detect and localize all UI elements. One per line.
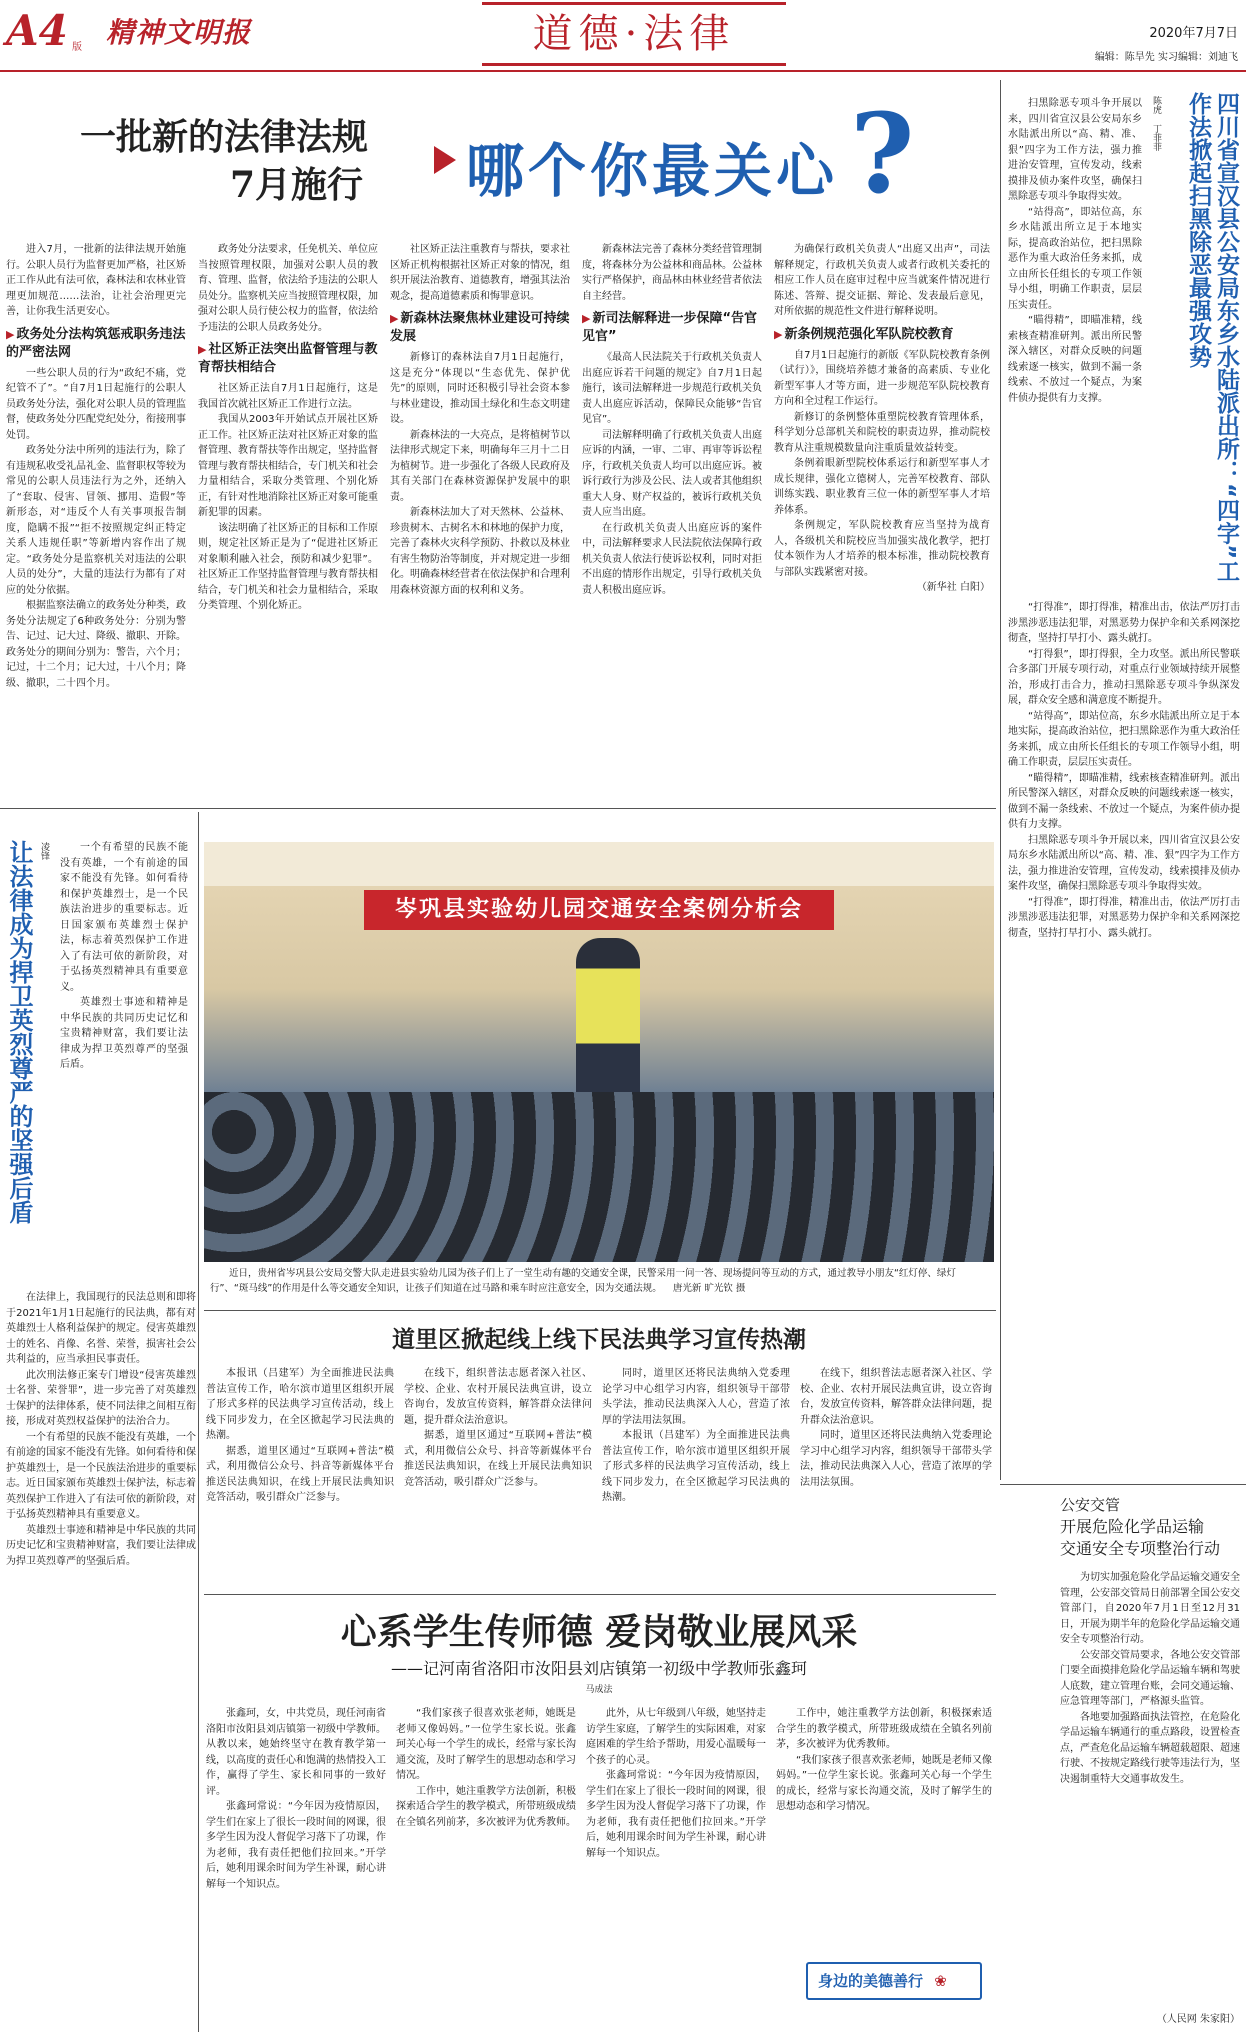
paragraph: 新修订的条例整体重塑院校教育管理体系，科学划分总部机关和院校的职责边界，推动院校教育从注重规模数量向注重质量效益转变。 [774, 411, 990, 454]
play-icon: ▶ [774, 327, 783, 341]
sidebar-rule [1000, 80, 1001, 1480]
paragraph: “打得准”，即打得准，精准出击，依法严厉打击涉黑涉恶违法犯罪，对黑恶势力保护伞和关系网深挖彻查，坚持打早打小、露头就打。 [1008, 602, 1240, 644]
section-title: ▶ 新条例规范强化军队院校教育 [774, 326, 954, 342]
section-title-box [482, 2, 786, 66]
flower-icon: ❀ [934, 1972, 947, 1990]
teacher-col-4 [776, 1706, 992, 1954]
paragraph: 条例规定，军队院校教育应当坚持为战育人，各级机关和院校应当加强实战化教学，把打仗本领作为人才培养的根本标准，推动院校教育与部队实践紧密对接。 [774, 520, 990, 578]
headline-line-1: 一批新的法律法规 [80, 116, 369, 158]
lead-col-1 [6, 242, 186, 802]
side-article-title: 四川省宣汉县公安局东乡水陆派出所：“四字”工作法掀起扫黑除恶最强攻势 [1185, 92, 1239, 583]
paragraph: 此次刑法修正案专门增设“侵害英雄烈士名誉、荣誉罪”，进一步完善了对英雄烈士保护的法律体系，使不同法律之间相互衔接，形成对英烈权益保护的法治合力。 [6, 1369, 196, 1427]
paragraph: 在线下，组织普法志愿者深入社区、学校、企业、农村开展民法典宣讲，设立咨询台，发放宣传资料，解答群众法律问题，提升群众法治意识。 [404, 1368, 592, 1426]
paragraph: 本报讯（吕建军）为全面推进民法典普法宣传工作，哈尔滨市道里区组织开展了形式多样的民法典学习宣传活动，线上线下同步发力，在全区掀起学习民法典的热潮。 [206, 1368, 394, 1441]
paragraph: 扫黑除恶专项斗争开展以来，四川省宣汉县公安局东乡水陆派出所以“高、精、准、狠”四字为工作方法，强力推进治安管理，宣传发动，线索摸排及侦办案件攻坚，确保扫黑除恶专项斗争取得实效。 [1008, 834, 1240, 892]
lead-col-5 [774, 242, 990, 802]
side-col-a [1008, 96, 1142, 596]
play-icon: ▶ [390, 312, 399, 325]
virtue-badge [806, 1962, 982, 2000]
section-title: ▶ 政务处分法构筑惩戒职务违法的严密法网 [6, 326, 186, 360]
headline-main: 哪个你最关心 [466, 137, 839, 205]
page-suffix: 版 [72, 42, 82, 53]
paragraph: “我们家孩子很喜欢张老师，她既是老师又像妈妈。”一位学生家长说。张鑫珂关心每一个学生的成长，经常与家长沟通交流，及时了解学生的思想动态和学习情况。 [776, 1754, 992, 1812]
play-icon: ▶ [198, 343, 207, 356]
paragraph: 社区矫正法注重教育与帮扶，要求社区矫正机构根据社区矫正对象的情况，组织开展法治教育、道德教育，增强其法治观念，提高道德素质和悔罪意识。 [390, 244, 570, 302]
paragraph: 张鑫珂常说：“今年因为疫情原因，学生们在家上了很长一段时间的网课，很多学生因为没人督促学习落下了功课，作为老师，我有责任把他们拉回来。”开学后，她利用课余时间为学生补课，耐心讲解每一个知识点。 [206, 1801, 386, 1890]
section-title: ▶ 新司法解释进一步保障“告官见官” [582, 311, 758, 344]
paragraph: 在线下，组织普法志愿者深入社区、学校、企业、农村开展民法典宣讲，设立咨询台，发放宣传资料，解答群众法律问题，提升群众法治意识。 [800, 1368, 992, 1426]
play-icon: ▶ [6, 327, 15, 341]
daoli-col-1 [206, 1366, 394, 1586]
teacher-title: 心系学生传师德 爱岗敬业展风采 [340, 1611, 858, 1653]
paragraph: 条例着眼新型院校体系运行和新型军事人才成长规律，强化立德树人，完善军校教育、部队训练实践、职业教育三位一体的新型军事人才培养体系。 [774, 458, 990, 516]
paragraph: 新森林法的一大亮点，是将植树节以法律形式规定下来，明确每年三月十二日为植树节。进一步强化了各级人民政府及其有关部门在森林资源保护发展中的职责。 [390, 429, 570, 503]
safety-credit: （人民网 朱家阳） [1156, 2014, 1240, 2025]
paragraph: 张鑫珂常说：“今年因为疫情原因，学生们在家上了很长一段时间的网课，很多学生因为没人督促学习落下了功课，作为老师，我有责任把他们拉回来。”开学后，她利用课余时间为学生补课，耐心讲解每一个知识点。 [586, 1770, 766, 1859]
paragraph: “站得高”，即站位高，东乡水陆派出所立足于本地实际，提高政治站位，把扫黑除恶作为重大政治任务来抓，成立由所长任组长的专项工作领导小组，明确工作职责，层层压实责任。 [1008, 710, 1240, 768]
heroes-col-a [60, 840, 188, 1280]
paragraph: 工作中，她注重教学方法创新，积极探索适合学生的教学模式，所带班级成绩在全镇名列前茅，多次被评为优秀教师。 [396, 1785, 576, 1828]
lead-headline [0, 80, 1000, 240]
paragraph: 一个有希望的民族不能没有英雄，一个有前途的国家不能没有先锋。如何看待和保护英雄烈士，是一个民族法治进步的重要标志。近日国家颁布英雄烈士保护法，标志着英烈保护工作进入了有法可依的新阶段，对于弘扬英烈精神具有重要意义。 [6, 1431, 196, 1520]
paragraph: 司法解释明确了行政机关负责人出庭应诉的内涵，一审、二审、再审等诉讼程序，行政机关负责人均可以出庭应诉。被诉行政行为涉及公民、法人或者其他组织重大人身、财产权益的，被诉行政机关负责人应当出庭。 [582, 429, 762, 518]
paragraph: 为确保行政机关负责人“出庭又出声”，司法解释规定，行政机关负责人或者行政机关委托的相应工作人员在庭审过程中应当就案件情况进行陈述、答辩、提交证据、辩论、发表最后意见，对所依据的规范性文件进行解释说明。 [774, 244, 990, 317]
photo-banner: 岑巩县实验幼儿园交通安全案例分析会 [364, 890, 834, 930]
divider [204, 1594, 996, 1595]
paragraph: 同时，道里区还将民法典纳入党委理论学习中心组学习内容，组织领导干部带头学法，推动民法典深入人心，营造了浓厚的学法用法氛围。 [602, 1368, 790, 1426]
teacher-col-3 [586, 1706, 766, 2028]
paragraph: 根据监察法确立的政务处分种类，政务处分法规定了6种政务处分：分别为警告、记过、记大过、降级、撤职、开除。政务处分的期间分别为：警告，六个月；记过，十二个月；记大过，十八个月；降级、撤职，二十四个月。 [6, 600, 186, 689]
teacher-byline: 马成法 [585, 1685, 613, 1695]
teacher-col-1 [206, 1706, 386, 2028]
news-photo [204, 842, 994, 1262]
paragraph: 新森林法加大了对天然林、公益林、珍贵树木、古树名木和林地的保护力度，完善了森林火灾科学预防、扑救以及林业有害生物防治等制度，并对规定进一步细化。明确森林经营者在依法保护和合理利用森林资源方面的权利和义务。 [390, 507, 570, 596]
paragraph: 一个有希望的民族不能没有英雄，一个有前途的国家不能没有先锋。如何看待和保护英雄烈士，是一个民族法治进步的重要标志。近日国家颁布英雄烈士保护法，标志着英烈保护工作进入了有法可依的新阶段，对于弘扬英烈精神具有重要意义。 [60, 842, 188, 993]
lead-intro: 进入7月，一批新的法律法规开始施行。公职人员行为监督更加严格，社区矫正工作从此有法可依，森林法和农林业管理更加规范……法治，让社会治理更完善，让你我生活更安心。 [6, 244, 186, 317]
photo-credit: 唐光新 旷光钦 摄 [672, 1283, 746, 1294]
paragraph: 在行政机关负责人出庭应诉的案件中，司法解释要求人民法院依法保障行政机关负责人依法行使诉讼权利，同时对拒不出庭的情形作出规定，引导行政机关负责人积极出庭应诉。 [582, 522, 762, 596]
safety-title-2: 开展危险化学品运输 [1060, 1517, 1205, 1536]
safety-body [1060, 1570, 1240, 2010]
daoli-col-2 [404, 1366, 592, 1586]
daoli-title: 道里区掀起线上线下民法典学习宣传热潮 [392, 1327, 806, 1353]
section-title: ▶ 社区矫正法突出监督管理与教育帮扶相结合 [198, 342, 378, 375]
paragraph: 英雄烈士事迹和精神是中华民族的共同历史记忆和宝贵精神财富，我们要让法律成为捍卫英烈尊严的坚强后盾。 [6, 1524, 196, 1567]
heroes-byline: 凌锋 [39, 842, 49, 860]
lead-credit: （新华社 白阳） [916, 582, 990, 593]
divider [1000, 1484, 1246, 1485]
photo-ceiling [204, 842, 994, 886]
play-triangle-icon [434, 146, 456, 174]
paragraph: “瞄得精”，即瞄准精，线索核查精准研判。派出所民警深入辖区，对群众反映的问题线索逐一核实，做到不漏一条线索、不放过一个疑点，为案件侦办提供有力支撑。 [1008, 315, 1142, 404]
divider [0, 808, 996, 809]
editor-credits: 编辑：陈旱先 实习编辑：刘迪飞 [1094, 52, 1238, 63]
paragraph: 新森林法完善了森林分类经营管理制度，将森林分为公益林和商品林。公益林实行严格保护，商品林由林业经营者依法自主经营。 [582, 244, 762, 302]
paragraph: 政务处分法中所列的违法行为，除了有违规私收受礼品礼金、监督职权等较为常见的公职人员违法行为之外，还纳入了“套取、侵害、冒领、挪用、造假”等新形态，对“违反个人有关事项报告制度，隐瞒不报”“拒不按照规定纠正特定关系人违规任职”等新增内容作出了规定。“政务处分是监察机关对违法的公职人员的处分”，大量的违法行为都有了对应的处分依据。 [6, 445, 186, 596]
photo-officer [576, 938, 640, 1108]
daoli-col-4 [800, 1366, 992, 1586]
paragraph: 张鑫珂，女，中共党员，现任河南省洛阳市汝阳县刘店镇第一初级中学教师。从教以来，她始终坚守在教育教学第一线，以高度的责任心和饱满的热情投入工作，赢得了学生、家长和同事的一致好评。 [206, 1708, 386, 1797]
question-mark-icon: ? [850, 89, 915, 218]
heroes-title: 让法律成为捍卫英烈尊严的坚强后盾 [5, 840, 33, 1224]
section-title: ▶ 新森林法聚焦林业建设可持续发展 [390, 311, 570, 344]
paragraph: 政务处分法要求，任免机关、单位应当按照管理权限，加强对公职人员的教育、管理、监督，依法给予违法的公职人员处分。监察机关应当按照管理权限，加强对公职人员行使公权力的监督，依法给予违法的公职人员政务处分。 [198, 244, 378, 333]
lead-col-2 [198, 242, 378, 802]
side-byline: 陈虎 丁菲菲 [1151, 96, 1161, 151]
paragraph: 自7月1日起施行的新版《军队院校教育条例（试行）》，围绕培养德才兼备的高素质、专业化新型军事人才等方面，进一步规范军队院校教育方向和全过程工作运行。 [774, 349, 990, 407]
paragraph: “打得准”，即打得准，精准出击，依法严厉打击涉黑涉恶违法犯罪，对黑恶势力保护伞和关系网深挖彻查，坚持打早打小、露头就打。 [1008, 896, 1240, 939]
paragraph: 一些公职人员的行为“政纪不痛，党纪管不了”。“自7月1日起施行的公职人员政务处分法，强化对公职人员的管理监督，使政务处分匹配党纪处分，衔接刑事处罚。 [6, 367, 186, 441]
paragraph: 据悉，道里区通过“互联网+普法”模式，利用微信公众号、抖音等新媒体平台推送民法典知识，在线上开展民法典知识竞答活动，吸引群众广泛参与。 [404, 1430, 592, 1488]
paragraph: “我们家孩子很喜欢张老师，她既是老师又像妈妈。”一位学生家长说。张鑫珂关心每一个学生的成长，经常与家长沟通交流，及时了解学生的思想动态和学习情况。 [396, 1708, 576, 1781]
paragraph: 同时，道里区还将民法典纳入党委理论学习中心组学习内容，组织领导干部带头学法，推动民法典深入人心，营造了浓厚的学法用法氛围。 [800, 1430, 992, 1488]
paragraph: 扫黑除恶专项斗争开展以来，四川省宣汉县公安局东乡水陆派出所以“高、精、准、狠”四字为工作方法，强力推进治安管理，宣传发动，线索摸排及侦办案件攻坚，确保扫黑除恶专项斗争取得实效。 [1008, 98, 1142, 202]
section-title: 道德·法律 [532, 11, 736, 57]
paragraph: 在法律上，我国现行的民法总则和即将于2021年1月1日起施行的民法典，都有对英雄烈士人格利益保护的规定。侵害英雄烈士的姓名、肖像、名誉、荣誉，损害社会公共利益的，应当承担民事责任。 [6, 1292, 196, 1365]
paragraph: 为切实加强危险化学品运输交通安全管理，公安部交管局日前部署全国公安交管部门，自2020年7月1日至12月31日，开展为期半年的危险化学品运输交通安全专项整治行动。 [1060, 1572, 1240, 1645]
caption-text: 近日，贵州省岑巩县公安局交警大队走进县实验幼儿园为孩子们上了一堂生动有趣的交通安全课，民警采用一问一答、现场提问等互动的方式，通过教导小朋友“红灯停、绿灯行”、“斑马线”的作用是什么等交通安全知识，让孩子们知道在过马路和乘车时应注意安全，因为交通法规。 [210, 1268, 956, 1294]
lead-col-3 [390, 242, 570, 802]
safety-title [1060, 1494, 1240, 1560]
paragraph: 各地要加强路面执法管控，在危险化学品运输车辆通行的重点路段，设置检查点，严查危化品运输车辆超载超限、超速行驶、不按规定路线行驶等违法行为，坚决遏制重特大交通事故发生。 [1060, 1711, 1240, 1785]
paragraph: 该法明确了社区矫正的目标和工作原则，规定社区矫正是为了“促进社区矫正对象顺利融入社会，预防和减少犯罪”。社区矫正工作坚持监督管理与教育帮扶相结合，专门机关和社会力量相结合，采取分类管理、个别化矫正。 [198, 522, 378, 611]
play-icon: ▶ [582, 312, 591, 325]
headline-line-2: 7月施行 [230, 164, 364, 206]
paragraph: 我国从2003年开始试点开展社区矫正工作。社区矫正法对社区矫正对象的监督管理、教育帮扶等作出规定，坚持监督管理与教育帮扶相结合，专门机关和社会力量相结合，采取分类管理、个别化矫正，有针对性地消除社区矫正对象可能重新犯罪的因素。 [198, 414, 378, 518]
photo-audience [204, 1092, 994, 1262]
paragraph: 据悉，道里区通过“互联网+普法”模式，利用微信公众号、抖音等新媒体平台推送民法典知识，在线上开展民法典知识竞答活动，吸引群众广泛参与。 [206, 1445, 394, 1503]
paragraph: “瞄得精”，即瞄准精，线索核查精准研判。派出所民警深入辖区，对群众反映的问题线索逐一核实，做到不漏一条线索、不放过一个疑点，为案件侦办提供有力支撑。 [1008, 772, 1240, 830]
divider [204, 1310, 996, 1311]
paragraph: 社区矫正法自7月1日起施行，这是我国首次就社区矫正工作进行立法。 [198, 383, 378, 410]
safety-title-1: 公安交管 [1060, 1496, 1121, 1514]
newspaper-name: 精神文明报 [106, 16, 252, 49]
paragraph: 公安部交管局要求，各地公安交管部门要全面摸排危险化学品运输车辆和驾驶人底数，建立管理台账，会同交通运输、应急管理等部门，严格源头监管。 [1060, 1649, 1240, 1707]
teacher-col-2 [396, 1706, 576, 2028]
paragraph: 新修订的森林法自7月1日起施行，这是充分“体现以“生态优先、保护优先”的原则，同时还积极引导社会资本参与林业建设，推动国土绿化和生态文明建设。 [390, 352, 570, 425]
paragraph: 《最高人民法院关于行政机关负责人出庭应诉若干问题的规定》自7月1日起施行，该司法解释进一步规范行政机关负责人出庭应诉活动，保障民众能够“告官见官”。 [582, 352, 762, 425]
page-number: A4 [6, 6, 68, 55]
paragraph: “打得狠”，即打得狠，全力攻坚。派出所民警联合多部门开展专项行动，对重点行业领域持续开展整治，形成打击合力，推动扫黑除恶专项斗争纵深发展，群众安全感和满意度不断提升。 [1008, 648, 1240, 706]
paragraph: 此外，从七年级到八年级，她坚持走访学生家庭，了解学生的实际困难，对家庭困难的学生给予帮助，用爱心温暖每一个孩子的心灵。 [586, 1708, 766, 1766]
paragraph: “站得高”，即站位高，东乡水陆派出所立足于本地实际，提高政治站位，把扫黑除恶作为重大政治任务来抓，成立由所长任组长的专项工作领导小组，明确工作职责，层层压实责任。 [1008, 206, 1142, 311]
daoli-col-3 [602, 1366, 790, 1586]
paragraph: 英雄烈士事迹和精神是中华民族的共同历史记忆和宝贵精神财富，我们要让法律成为捍卫英烈尊严的坚强后盾。 [60, 997, 188, 1070]
photo-caption [210, 1266, 990, 1296]
side-col-b [1008, 600, 1240, 1480]
safety-title-3: 交通安全专项整治行动 [1060, 1539, 1221, 1558]
badge-label: 身边的美德善行 [818, 1972, 924, 1990]
divider [198, 812, 199, 2032]
heroes-col-b [6, 1290, 196, 2025]
masthead-rule [0, 70, 1246, 72]
paragraph: 工作中，她注重教学方法创新，积极探索适合学生的教学模式，所带班级成绩在全镇名列前茅，多次被评为优秀教师。 [776, 1708, 992, 1750]
paragraph: 本报讯（吕建军）为全面推进民法典普法宣传工作，哈尔滨市道里区组织开展了形式多样的民法典学习宣传活动，线上线下同步发力，在全区掀起学习民法典的热潮。 [602, 1430, 790, 1503]
lead-col-4 [582, 242, 762, 802]
teacher-subtitle: ——记河南省洛阳市汝阳县刘店镇第一初级中学教师张鑫珂 [390, 1659, 807, 1678]
issue-date: 2020年7月7日 [1149, 26, 1238, 41]
